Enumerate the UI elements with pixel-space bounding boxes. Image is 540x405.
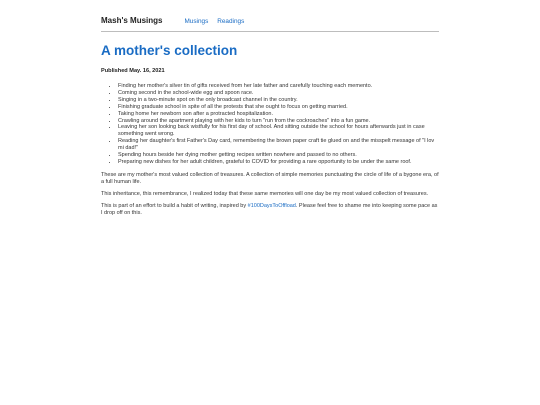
- site-header: [101, 0, 439, 32]
- list-item: • Crawling around the apartment playing with her kids to turn "run from the cockroaches" into a fun game.: [118, 118, 439, 125]
- site-title-link[interactable]: Mash's Musings: [101, 16, 163, 25]
- list-item: • Spending hours beside her dying mother getting recipes written nowhere and passed to no others.: [118, 152, 439, 159]
- list-item: • Taking home her newborn son after a protracted hospitalization.: [118, 111, 439, 118]
- hashtag-link[interactable]: #100DaysToOffload: [247, 202, 296, 209]
- paragraph-text-after: . Please feel free to shame me into keeping some pace as I drop off on this.: [101, 202, 438, 216]
- memory-list: [101, 83, 439, 166]
- published-date: Published May. 16, 2021: [101, 68, 165, 74]
- list-item: • Reading her daughter's first Father's Day card, remembering the brown paper craft tie glued on and the misspelt message of "I lov mi dad!": [118, 138, 439, 152]
- page-container: [101, 0, 439, 217]
- paragraph-writing-habit: [101, 203, 439, 217]
- list-item: • Leaving her son looking back wistfully for his first day of school. And sitting outside the school for hours afterwards just in case something went wrong.: [118, 124, 439, 138]
- main-nav: [184, 17, 253, 27]
- paragraph-inheritance: This inheritance, this remembrance, I realized today that these same memories will one day be my most valued collection of treasures.: [101, 190, 429, 197]
- list-item: • Singing in a two-minute spot on the only broadcast channel in the country.: [118, 97, 439, 104]
- nav-link-readings[interactable]: Readings: [217, 18, 245, 25]
- list-item: • Finishing graduate school in spite of all the protests that she ought to focus on getting married.: [118, 104, 439, 111]
- nav-link-musings[interactable]: Musings: [184, 18, 209, 25]
- list-item: • Coming second in the school-wide egg and spoon race.: [118, 90, 439, 97]
- article-title: A mother's collection: [101, 43, 238, 58]
- list-item: • Preparing new dishes for her adult children, grateful to COVID for providing a rare opportunity to be under the same roof.: [118, 159, 439, 166]
- paragraph-treasures: These are my mother's most valued collection of treasures. A collection of simple memories punctuating the circle of life of a bygone era, of a full human life.: [101, 171, 439, 185]
- list-item: • Finding her mother's silver tin of gifts received from her late father and carefully touching each memento.: [118, 83, 439, 90]
- paragraph-text-before: This is part of an effort to build a habit of writing, inspired by: [101, 202, 248, 209]
